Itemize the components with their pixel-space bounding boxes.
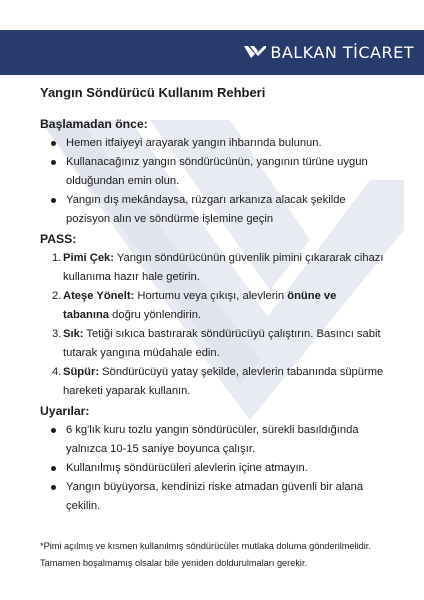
step-label: Süpür:: [63, 366, 100, 378]
step-item: [40, 325, 385, 363]
step-text: Söndürücüyü yatay şekilde, alevlerin tabanında süpürme hareketi yaparak kullanın.: [63, 366, 384, 397]
before-heading: Başlamadan önce:: [40, 117, 148, 131]
step-emphasis: önüne ve tabanına: [63, 290, 337, 321]
step-item: [40, 287, 385, 325]
step-label: Sık:: [63, 328, 84, 340]
brand: [244, 43, 414, 62]
warnings-heading: Uyarılar:: [40, 404, 90, 418]
step-item: [40, 249, 385, 287]
pass-heading: PASS:: [40, 232, 77, 246]
brand-header: [0, 30, 424, 75]
step-label: Pimi Çek:: [63, 252, 114, 264]
footnote: [40, 538, 390, 572]
step-number: 4.: [52, 366, 62, 378]
brand-logo-icon: [244, 44, 266, 62]
top-whitespace: [0, 0, 424, 30]
step-number: 3.: [52, 328, 62, 340]
list-item: Kullanılmış söndürücüleri alevlerin içine atmayın.: [40, 459, 385, 478]
list-item: Yangın dış mekândaysa, rüzgarı arkanıza alacak şekilde pozisyon alın ve söndürme işlemine geçin: [40, 191, 385, 229]
footnote-line: *Pimi açılmış ve kısmen kullanılmış söndürücüler mutlaka doluma gönderilmelidir.: [40, 541, 371, 551]
step-item: [40, 363, 385, 401]
warnings-list: [40, 421, 385, 516]
list-item: 6 kg'lık kuru tozlu yangın söndürücüler, sürekli basıldığında yalnızca 10-15 saniye boyunca çalışır.: [40, 421, 385, 459]
list-item: Yangın büyüyorsa, kendinizi riske atmadan güvenli bir alana çekilin.: [40, 478, 385, 516]
step-text: Yangın söndürücünün güvenlik pimini çıkararak cihazı kullanıma hazır hale getirin.: [63, 252, 384, 283]
brand-name: BALKAN TİCARET: [270, 43, 414, 62]
step-text: Hortumu veya çıkışı, alevlerin: [134, 290, 288, 302]
step-text: Tetiği sıkıca bastırarak söndürücüyü çalıştırın. Basıncı sabit tutarak yangına müdahale edin.: [63, 328, 381, 359]
list-item: Hemen itfaiyeyi arayarak yangın ihbarında bulunun.: [40, 134, 385, 153]
step-number: 2.: [52, 290, 62, 302]
before-list: [40, 134, 385, 229]
page-title: Yangın Söndürücü Kullanım Rehberi: [40, 85, 266, 100]
step-number: 1.: [52, 252, 62, 264]
pass-steps: [40, 249, 385, 401]
step-label: Ateşe Yönelt:: [63, 290, 135, 302]
guide-content: [40, 78, 385, 516]
footnote-line: Tamamen boşalmamış olsalar bile yeniden doldurulmaları gerekir.: [40, 558, 308, 568]
list-item: Kullanacağınız yangın söndürücünün, yangının türüne uygun olduğundan emin olun.: [40, 153, 385, 191]
step-text-tail: doğru yönlendirin.: [109, 309, 202, 321]
